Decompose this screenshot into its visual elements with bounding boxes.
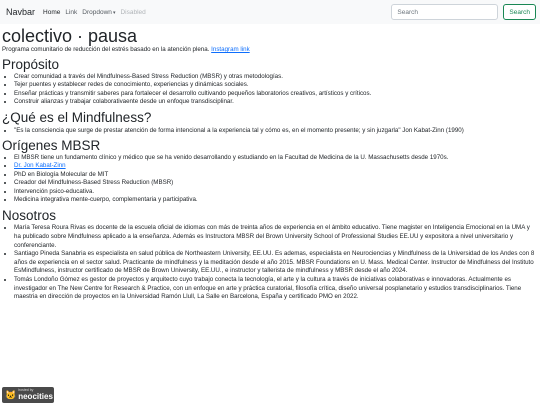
nav-dropdown-label: Dropdown xyxy=(82,8,112,16)
about-us-heading: Nosotros xyxy=(2,208,57,224)
nav-link-home[interactable]: Home xyxy=(43,8,61,16)
chevron-down-icon: ▾ xyxy=(112,9,116,16)
list-item: • PhD en Biología Molecular de MIT xyxy=(14,171,538,179)
list-item: • Medicina integrativa mente-cuerpo, complementaria y participativa. xyxy=(14,196,538,204)
search-button[interactable]: Search xyxy=(503,4,536,20)
search-input[interactable] xyxy=(391,4,498,20)
list-item: • María Teresa Roura Rivas es docente de la escuela oficial de idiomas con más de treinta años de experiencia en el ámbito educativo. Tiene magister en Inteligencia Emocional en la UMA y ha publicado sobre Mindfulness aplicado a la enseñanza. Además es Instructora MBSR del Brown University School of Professional Studies EE.UU y expositora a nivel universitario y conferenciante. xyxy=(14,224,538,250)
purpose-section xyxy=(2,57,538,107)
about-us-section xyxy=(2,208,538,301)
list-item: • Crear comunidad a través del Mindfulness-Based Stress Reduction (MBSR) y otras metodologías. xyxy=(14,73,538,81)
list-item: • Tejer puentes y establecer redes de conocimiento, experiencias y dinámicas sociales. xyxy=(14,81,538,89)
page-title: colectivo · pausa xyxy=(2,26,138,46)
nav-link-disabled: Disabled xyxy=(120,8,146,16)
origins-list xyxy=(2,154,538,204)
neocities-badge-text xyxy=(18,389,53,401)
badge-big-text: neocities xyxy=(18,391,53,401)
intro-paragraph xyxy=(2,46,538,54)
nav-link-link[interactable]: Link xyxy=(65,8,78,16)
mindfulness-list xyxy=(2,127,538,135)
cat-icon: 🐱 xyxy=(5,389,17,400)
list-item: • "Es la consciencia que surge de prestar atención de forma intencional a la experiencia tal y cómo es, en el momento presente; y sin juzgarla" Jon Kabat-Zinn (1990) xyxy=(14,127,538,135)
list-item: • Tomás Londoño Gómez es gestor de proyectos y arquitecto cuyo trabajo conecta la tecnología, el arte y la cultura a través de iniciativas colaborativas e innovadoras. Actualmente es investigador en The New Centre for Research & Practice, con un enfoque en arte y práctica curatorial, filosofía crítica, diseño universal posplanetario y estudios transdisciplinarios. Tiene maestria en dirección de proyectos en la Universidad Ramón Llull, La Salle en Barcelona, España y certificado PMO en 2022. xyxy=(14,276,538,302)
origins-heading: Orígenes MBSR xyxy=(2,138,101,154)
origins-section xyxy=(2,138,538,204)
mindfulness-section xyxy=(2,110,538,135)
intro-text: Programa comunitario de reducción del estrés basado en la atención plena. xyxy=(2,46,210,53)
list-item xyxy=(14,162,538,170)
navbar xyxy=(0,0,540,24)
list-item: • El MBSR tiene un fundamento clínico y médico que se ha venido desarrollando y estudiando en la Facultad de Medicina de la U. Massachusetts desde 1970s. xyxy=(14,154,538,162)
about-us-list xyxy=(2,224,538,301)
neocities-badge[interactable] xyxy=(2,387,54,403)
purpose-heading: Propósito xyxy=(2,57,60,72)
purpose-list xyxy=(2,73,538,107)
instagram-link[interactable]: Instagram link xyxy=(211,46,250,53)
navbar-brand[interactable]: Navbar xyxy=(6,7,36,17)
main-content xyxy=(0,26,540,302)
badge-small-text: hosted by xyxy=(18,388,34,393)
list-item: • Enseñar prácticas y transmitir saberes para fortalecer el desarrollo cultivando pequeños laboratorios creativos, artísticos y críticos. xyxy=(14,90,538,98)
list-item: • Creador del Mindfulness-Based Stress Reduction (MBSR) xyxy=(14,179,538,187)
nav-dropdown[interactable] xyxy=(82,9,115,16)
list-item: • Intervención psico-educativa. xyxy=(14,188,538,196)
kabat-zinn-link[interactable]: Dr. Jon Kabat-Zinn xyxy=(14,162,66,170)
mindfulness-heading: ¿Qué es el Mindfulness? xyxy=(2,109,152,125)
list-item: • Santiago Pineda Sanabria es especialista en salud pública de Northeastern University, EE.UU. Es ademas, especialista en Neurociencias y Mindfulness de la Universidad de los Andes con 8 años de experiencia en el sector salud. Practicante de mindfulness y la meditación desde el año 2015. MBSR Foundations en U. Mass. Medical Center. Instructor de Mindfulness del Instituto EsMindfulness, instructor certificado de MBSR de Brown University, EE.UU., e instructor y tallerista de mindfulness y MBSR desde el año 2024. xyxy=(14,250,538,276)
list-item: • Construir alianzas y trabajar colaborativaente desde un enfoque transdisciplinar. xyxy=(14,98,538,106)
